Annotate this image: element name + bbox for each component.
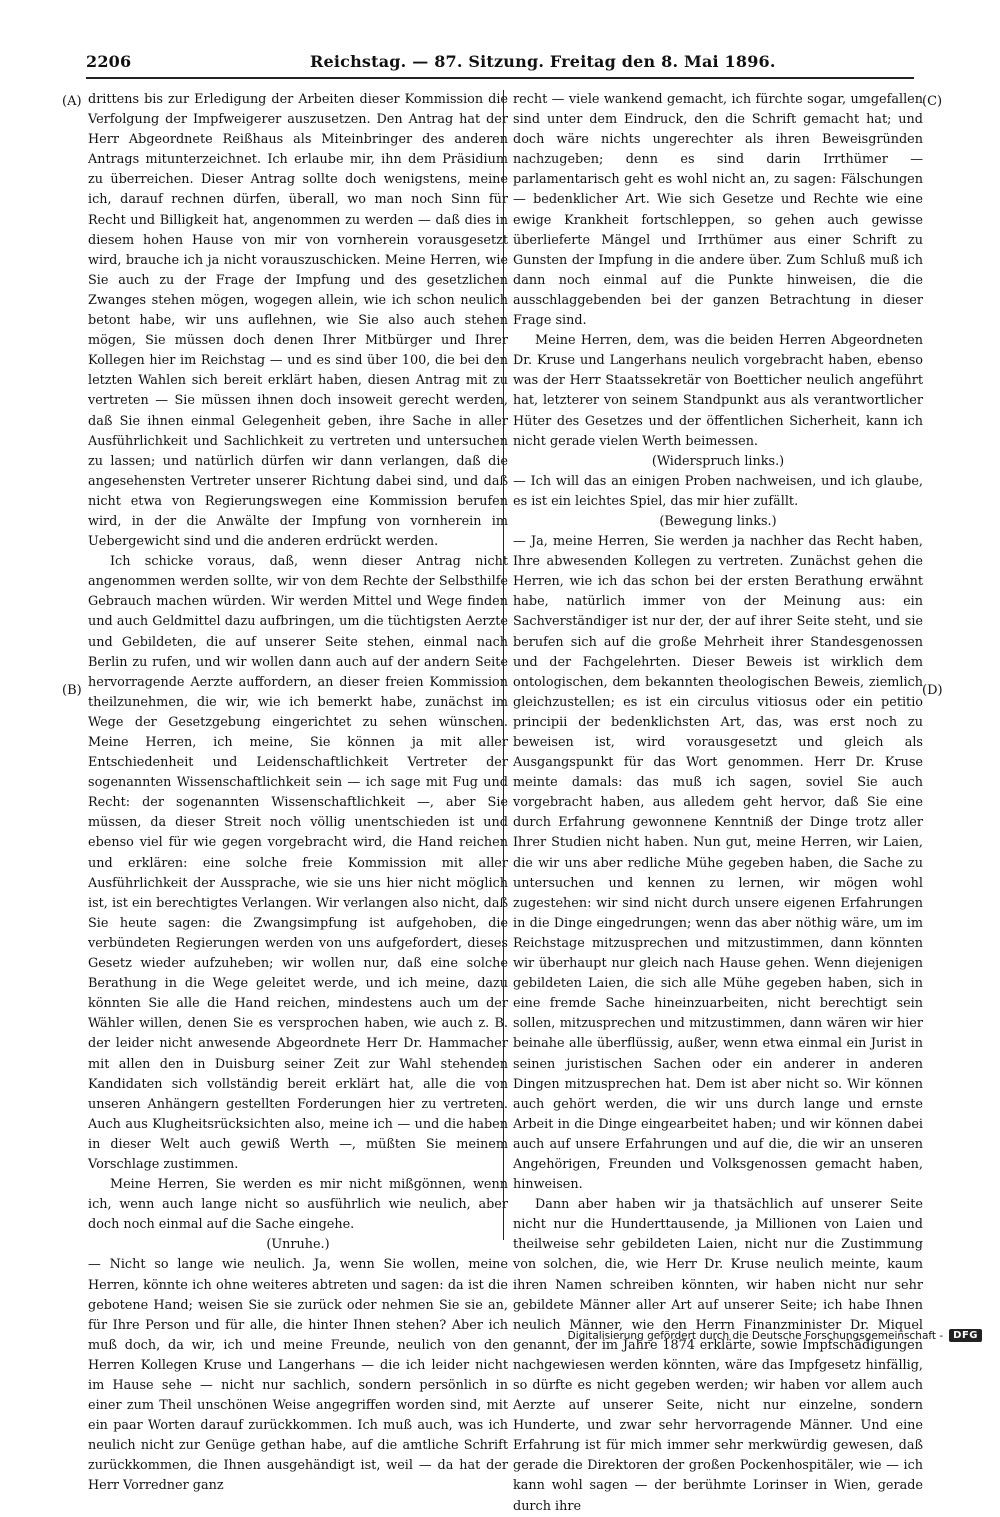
margin-mark-c: (C) — [922, 94, 943, 109]
paragraph: recht — viele wankend gemacht, ich fürchte sogar, umgefallen sind unter dem Eindruck, den die Schrift gemacht hat; und doch wäre nichts ungerechter als ihren Beweisgründen nachzugeben; denn es sind darin Irrthümer — parlamentarisch geht es wohl nicht an, zu sagen: Fälschungen — bedenklicher Art. Wie sich Gesetze und Rechte wie eine ewige Krankheit fortschleppen, so gehen auch gewisse überlieferte Mängel und Irrthümer aus einer Schrift zu Gunsten der Impfung in die andere über. Zum Schluß muß ich dann noch einmal auf die Punkte hinweisen, die die ausschlaggebenden bei der ganzen Betrachtung in dieser Frage sind. — [513, 92, 923, 329]
left-column — [88, 90, 508, 1494]
paragraph: Meine Herren, Sie werden es mir nicht mißgönnen, wenn ich, wenn auch lange nicht so ausführlich wie neulich, aber doch noch einmal auf die Sache eingehe. — [88, 1177, 508, 1233]
header-rule — [86, 77, 914, 79]
running-head: Reichstag. — 87. Sitzung. Freitag den 8. Mai 1896. — [310, 52, 776, 71]
stage-direction: (Unruhe.) — [266, 1237, 330, 1253]
margin-mark-a: (A) — [62, 94, 82, 109]
margin-mark-d: (D) — [922, 683, 943, 698]
paragraph: — Nicht so lange wie neulich. Ja, wenn Sie wollen, meine Herren, könnte ich ohne weiteres abtreten und sagen: da ist die gebotene Hand; weisen Sie sie zurück oder nehmen Sie sie an, für Ihre Person und für alle, die hinter Ihnen stehen? Aber ich muß doch, da wir, ich und meine Freunde, neulich von den Herren Kollegen Kruse und Langerhans — die ich leider nicht im Hause sehe — nicht nur sachlich, sondern persönlich in einer zum Theil unschönen Weise angegriffen worden sind, mit ein paar Worten darauf zurückkommen. Ich muß auch, was ich neulich nicht zur Genüge gethan habe, auf die amtliche Schrift zurückkommen, die Ihnen ausgehändigt ist, weil — da hat der Herr Vorredner ganz — [88, 1257, 508, 1494]
paragraph: drittens bis zur Erledigung der Arbeiten dieser Kommission die Verfolgung der Impfweigerer auszusetzen. Den Antrag hat der Herr Abgeordnete Reißhaus als Miteinbringer des anderen Antrags mitunterzeichnet. Ich erlaube mir, ihn dem Präsidium zu überreichen. Dieser Antrag sollte doch wenigstens, meine ich, darauf rechnen dürfen, überall, wo man noch Sinn für Recht und Billigkeit hat, angenommen zu werden — daß dies in diesem hohen Hause von mir von vornherein vorausgesetzt wird, brauche ich ja nicht vorauszuschicken. Meine Herren, wie Sie auch zu der Frage der Impfung und des gesetzlichen Zwanges stehen mögen, wogegen allein, wie ich schon neulich betont habe, wir uns auflehnen, wie Sie also auch stehen mögen, Sie müssen doch denen Ihrer Mitbürger und Ihrer Kollegen hier im Reichstag — und es sind über 100, die bei den letzten Wahlen sich bereit erklärt haben, diesen Antrag mit zu vertreten — Sie müssen ihnen doch insoweit gerecht werden, daß Sie ihnen einmal Gelegenheit geben, ihre Sache in aller Ausführlichkeit und Sachlichkeit zu vertreten und untersuchen zu lassen; und natürlich dürfen wir dann verlangen, daß die angesehensten Vertreter unserer Richtung dabei sind, und daß nicht etwa von Regierungswegen eine Kommission berufen wird, in der die Anwälte der Impfung von vornherein im Uebergewicht sind und die anderen erdrückt werden. — [88, 92, 508, 550]
paragraph: Dann aber haben wir ja thatsächlich auf unserer Seite nicht nur die Hunderttausende, ja Millionen von Laien und theilweise sehr gebildeten Laien, nicht nur die Zustimmung von solchen, die, wie Herr Dr. Kruse neulich meinte, kaum ihren Namen schreiben könnten, wir haben nicht nur sehr gebildete Männer aller Art auf unserer Seite; ich habe Ihnen neulich Männer, wie den Herrn Finanzminister Dr. Miquel genannt, der im Jahre 1874 erklärte, sowie Impfschädigungen nachgewiesen werden könnten, wäre das Impfgesetz hinfällig, so dürfte es nicht gegeben werden; wir haben vor allem auch Aerzte auf unserer Seite, nicht nur einzelne, sondern Hunderte, und zwar sehr hervorragende Männer. Und eine Erfahrung ist für mich immer sehr merkwürdig gewesen, daß gerade die Direktoren der großen Pockenhospitäler, wie — ich kann wohl sagen — der berühmte Lorinser in Wien, gerade durch ihre — [513, 1197, 923, 1514]
footer-text: Digitalisierung gefördert durch die Deutsche Forschungsgemeinschaft - — [567, 1329, 944, 1342]
stage-direction: (Widerspruch links.) — [651, 453, 785, 469]
page-number: 2206 — [86, 52, 132, 71]
margin-mark-b: (B) — [62, 683, 82, 698]
column-divider — [503, 90, 504, 1240]
stage-direction: (Bewegung links.) — [659, 513, 777, 529]
paragraph: — Ich will das an einigen Proben nachweisen, und ich glaube, es ist ein leichtes Spiel, das mir hier zufällt. — [513, 473, 923, 509]
dfg-logo: DFG — [949, 1329, 982, 1342]
paragraph: Meine Herren, dem, was die beiden Herren Abgeordneten Dr. Kruse und Langerhans neulich vorgebracht haben, ebenso was der Herr Staatssekretär von Boetticher neulich angeführt hat, letzterer von seinem Standpunkt aus als verantwortlicher Hüter des Gesetzes und der öffentlichen Sicherheit, kann ich nicht gerade vielen Werth beimessen. — [513, 333, 923, 449]
page-header — [86, 50, 914, 74]
footer — [568, 1329, 982, 1342]
paragraph: Ich schicke voraus, daß, wenn dieser Antrag nicht angenommen werden sollte, wir von dem Rechte der Selbsthilfe Gebrauch machen würden. Wir werden Mittel und Wege finden und auch Geldmittel dazu aufbringen, um die tüchtigsten Aerzte und Gebildeten, die auf unserer Seite stehen, einmal nach Berlin zu rufen, und wir wollen dann auch auf der andern Seite hervorragende Aerzte auffordern, an dieser freien Kommission theilzunehmen, die wir, wie ich bemerkt habe, zunächst im Wege der Gesetzgebung eingerichtet zu sehen wünschen. Meine Herren, ich meine, Sie können ja mit aller Entschiedenheit und Leidenschaftlichkeit Vertreter der sogenannten Wissenschaftlichkeit sein — ich sage mit Fug und Recht: der sogenannten Wissenschaftlichkeit —, aber Sie müssen, da dieser Streit noch völlig unentschieden ist und ebenso viel für wie gegen vorgebracht wird, die Hand reichen und erklären: eine solche freie Kommission mit aller Ausführlichkeit der Aussprache, wie sie uns hier nicht möglich ist, ist ein berechtigtes Verlangen. Wir verlangen also nicht, daß Sie heute sagen: die Zwangsimpfung ist aufgehoben, die verbündeten Regierungen werden von uns aufgefordert, dieses Gesetz wieder aufzuheben; wir wollen nur, daß eine solche Berathung in die Wege geleitet werde, und ich meine, dazu könnten Sie alle die Hand reichen, mindestens auch um der Wähler willen, denen Sie es versprochen haben, wie auch z. B. der leider nicht anwesende Abgeordnete Herr Dr. Hammacher mit allen den in Duisburg seiner Zeit zur Wahl stehenden Kandidaten sich vollständig bereit erklärt hat, alle die von unseren Anhängern gestellten Forderungen hier zu vertreten. Auch aus Klugheitsrücksichten also, meine ich — und die haben in dieser Welt auch gewiß Werth —, müßten Sie meinem Vorschlage zustimmen. — [88, 554, 508, 1172]
paragraph: — Ja, meine Herren, Sie werden ja nachher das Recht haben, Ihre abwesenden Kollegen zu vertreten. Zunächst gehen die Herren, wie ich das schon bei der ersten Berathung erwähnt habe, natürlich immer von der Meinung aus: ein Sachverständiger ist nur der, der auf ihrer Seite steht, und sie berufen sich auf die große Mehrheit ihrer Standesgenossen und der Fachgelehrten. Dieser Beweis ist wirklich dem ontologischen, dem bekannten theologischen Beweis, ziemlich gleichzustellen; es ist ein circulus vitiosus oder ein petitio principii der bedenklichsten Art, das, was erst noch zu beweisen ist, wird vorausgesetzt und gleich als Ausgangspunkt für das Wort genommen. Herr Dr. Kruse meinte damals: das muß ich sagen, soviel Sie auch vorgebracht haben, aus alledem geht hervor, daß Sie eine durch Erfahrung gewonnene Kenntniß der Dinge trotz aller Ihrer Studien nicht haben. Nun gut, meine Herren, wir Laien, die wir uns aber redliche Mühe gegeben haben, die Sache zu untersuchen und kennen zu lernen, wir mögen wohl zugestehen: wir sind nicht durch unsere eigenen Erfahrungen in die Dinge eingedrungen; wenn das aber nöthig wäre, um im Reichstage mitzusprechen und mitzustimmen, dann könnten wir überhaupt nur gleich nach Hause gehen. Wenn diejenigen gebildeten Laien, die sich alle Mühe gegeben haben, sich in eine fremde Sache hineinzuarbeiten, nicht berechtigt sein sollen, mitzusprechen und mitzustimmen, dann wären wir hier beinahe alle überflüssig, außer, wenn etwa einmal ein Jurist in seinen juristischen Sachen oder ein anderer in anderen Dingen mitzusprechen hat. Dem ist aber nicht so. Wir können auch gehört werden, die wir uns durch lange und ernste Arbeit in die Dinge eingearbeitet haben; und wir können dabei auch auf unsere Erfahrungen und auf die, die wir an unseren Angehörigen, Freunden und Volksgenossen gemacht haben, hinweisen. — [513, 534, 923, 1193]
